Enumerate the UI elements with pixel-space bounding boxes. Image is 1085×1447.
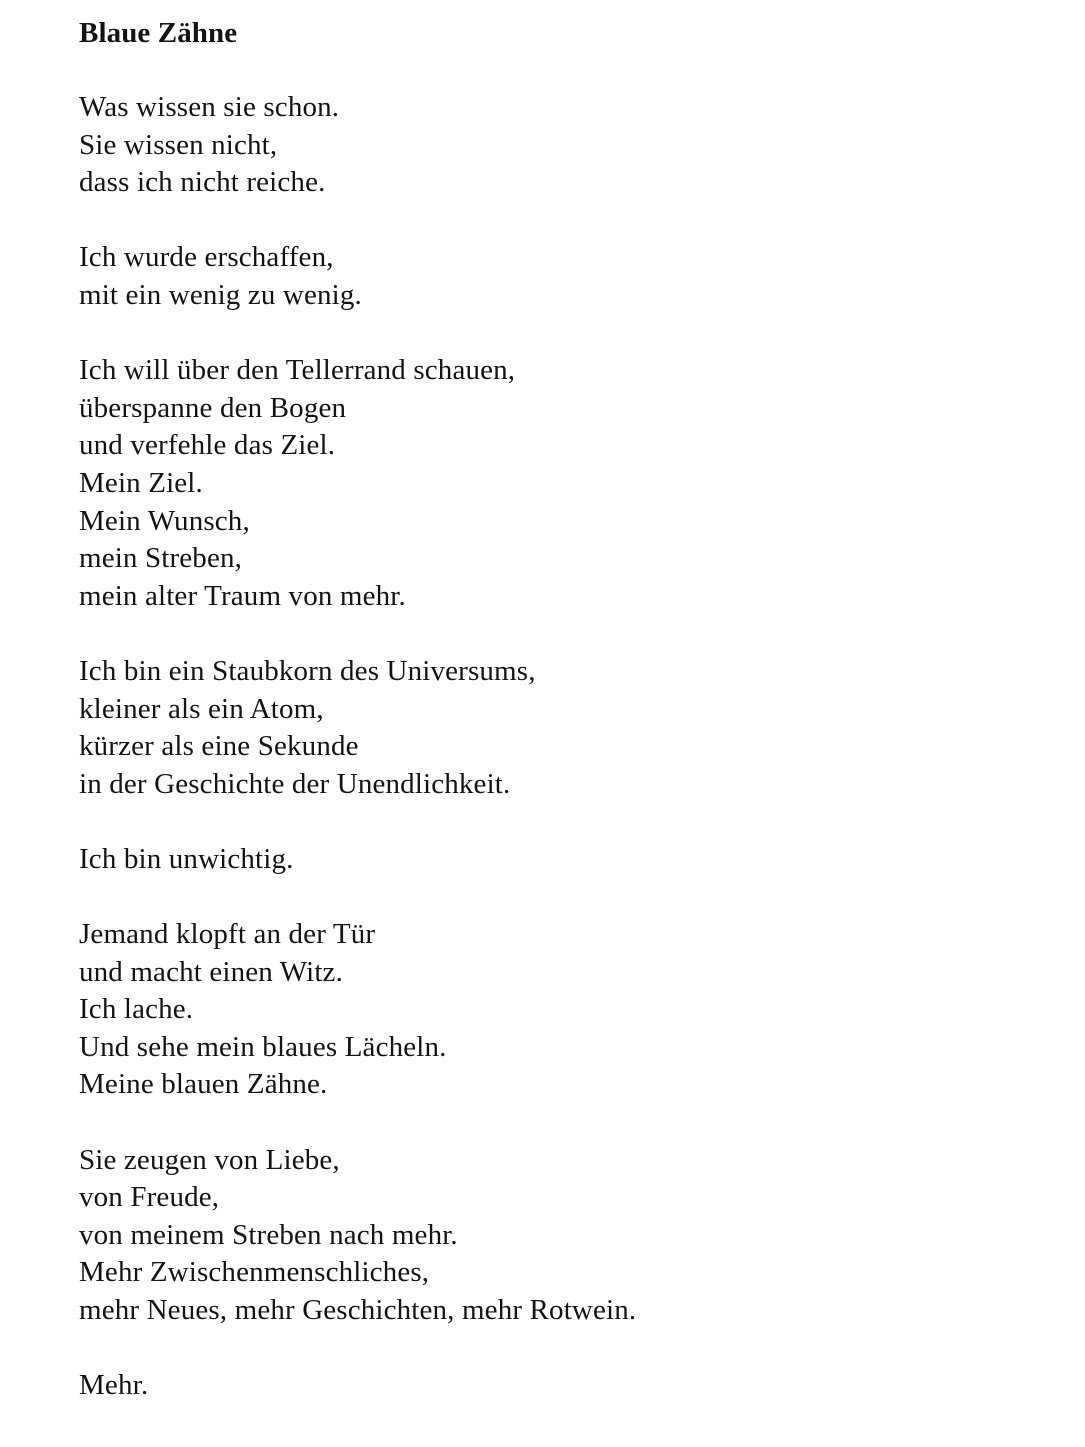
poem-line: und verfehle das Ziel. [79,429,336,462]
stanza-5 [79,841,1039,879]
poem-line: von Freude, [79,1181,220,1214]
poem-line: mehr Neues, mehr Geschichten, mehr Rotwein. [79,1294,637,1326]
stanza-6 [79,916,1039,1104]
poem-line: in der Geschichte der Unendlichkeit. [79,767,511,800]
poem-line: Mein Ziel. [79,466,203,499]
poem-line: dass ich nicht reiche. [79,166,326,199]
poem-line: überspanne den Bogen [79,391,347,424]
poem-title: Blaue Zähne [79,17,238,49]
poem-line: Meine blauen Zähne. [79,1068,328,1101]
poem-line: Mehr Zwischenmenschliches, [79,1256,430,1289]
poem-line: mein alter Traum von mehr. [79,579,406,612]
poem-line: kleiner als ein Atom, [79,692,324,725]
poem-line: Sie wissen nicht, [79,128,278,161]
poem-line: Ich bin unwichtig. [79,842,294,875]
poem-line: Ich wurde erschaffen, [79,241,334,274]
poem-line: Mehr. [79,1369,149,1402]
poem-line: Und sehe mein blaues Lächeln. [79,1030,447,1063]
poem [79,14,1039,1442]
stanza-3 [79,352,1039,615]
poem-line: Sie zeugen von Liebe, [79,1143,340,1176]
poem-line: Jemand klopft an der Tür [79,918,376,951]
poem-line: mein Streben, [79,542,243,575]
poem-line: kürzer als eine Sekunde [79,730,359,763]
stanza-7 [79,1142,1039,1330]
stanza-4 [79,653,1039,803]
stanza-8 [79,1367,1039,1405]
poem-line: Ich bin ein Staubkorn des Universums, [79,654,536,687]
poem-line: Ich will über den Tellerrand schauen, [79,354,516,387]
stanza-2 [79,239,1039,314]
stanza-1 [79,89,1039,202]
poem-line: Was wissen sie schon. [79,91,340,123]
poem-line: von meinem Streben nach mehr. [79,1218,458,1251]
poem-line: und macht einen Witz. [79,955,343,988]
poem-line: Ich lache. [79,993,194,1026]
poem-line: Mein Wunsch, [79,504,250,537]
poem-line: mit ein wenig zu wenig. [79,278,362,311]
